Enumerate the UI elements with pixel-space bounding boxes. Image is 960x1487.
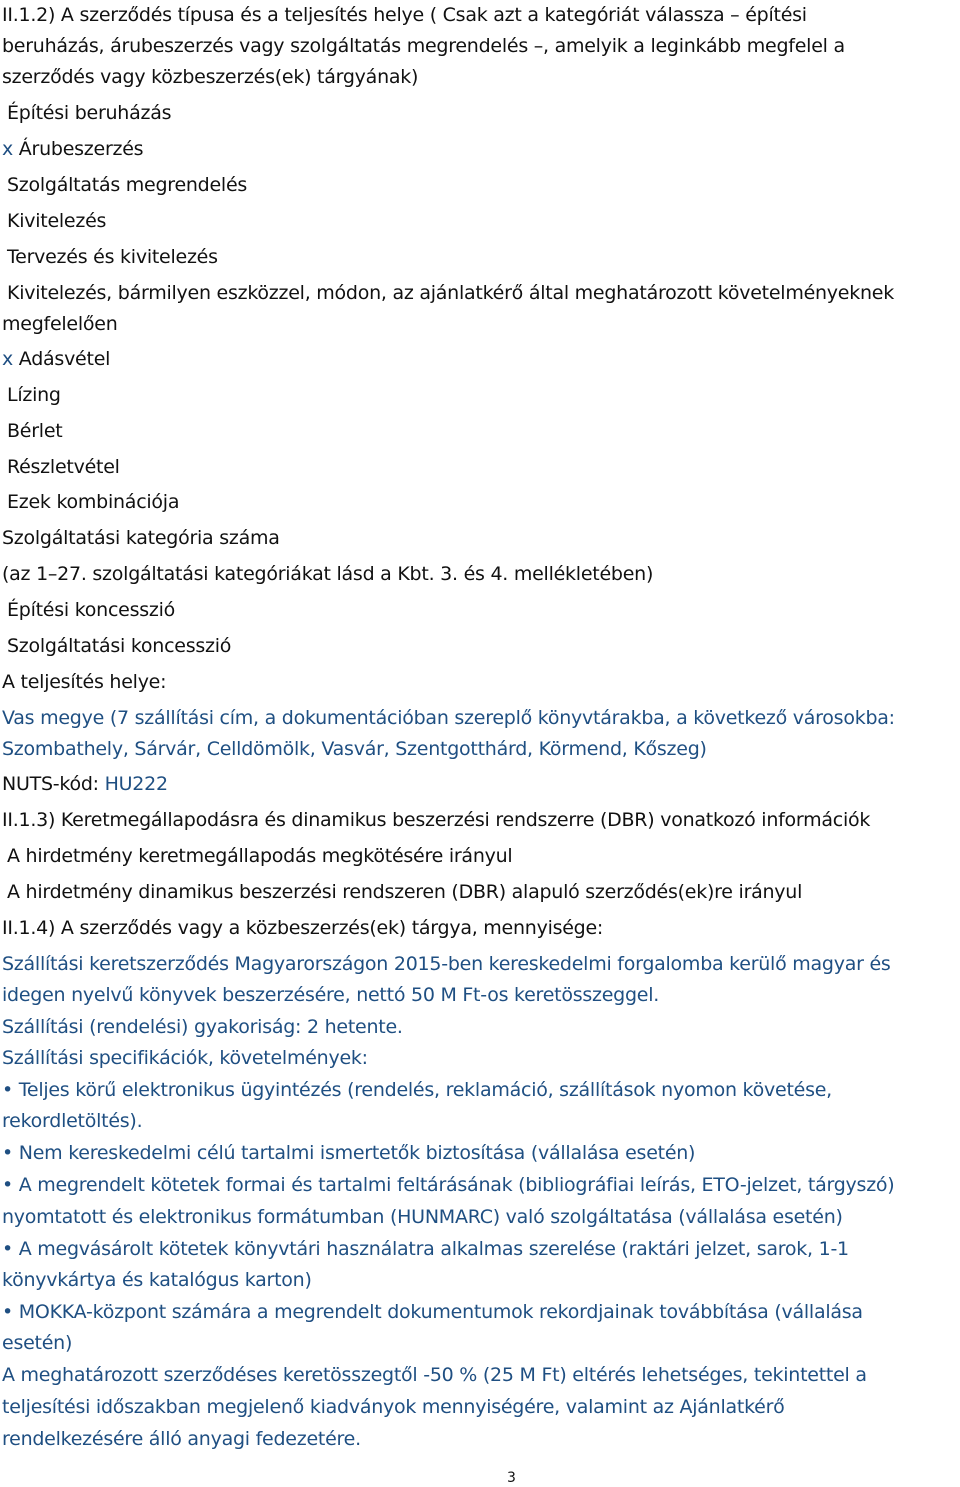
place-line-2: Szombathely, Sárvár, Celldömölk, Vasvár, Szentgotthárd, Körmend, Kőszeg) xyxy=(2,738,707,760)
subject-bullet-line: • MOKKA-központ számára a megrendelt dokumentumok rekordjainak továbbítása (vállalása xyxy=(2,1301,863,1323)
option-works: Építési beruházás xyxy=(7,102,172,124)
subject-line: nyomtatott és elektronikus formátumban (HUNMARC) való szolgáltatása (vállalása esetén) xyxy=(2,1206,843,1228)
service-category-note: (az 1–27. szolgáltatási kategóriákat lásd a Kbt. 3. és 4. mellékletében) xyxy=(2,563,654,585)
place-line-1: Vas megye (7 szállítási cím, a dokumentációban szereplő könyvtárakba, a következő városokba: xyxy=(2,707,895,729)
option-design-execution: Tervezés és kivitelezés xyxy=(7,246,218,268)
subject-line: rekordletöltés). xyxy=(2,1110,143,1132)
nuts-value: HU222 xyxy=(104,773,168,795)
option-leasing: Lízing xyxy=(7,384,61,406)
option-execution: Kivitelezés xyxy=(7,210,107,232)
subject-line: teljesítési időszakban megjelenő kiadványok mennyiségére, valamint az Ajánlatkérő xyxy=(2,1396,785,1418)
option-combination: Ezek kombinációja xyxy=(7,491,180,513)
subject-bullet-line: • Nem kereskedelmi célú tartalmi ismertetők biztosítása (vállalása esetén) xyxy=(2,1142,696,1164)
nuts-label: NUTS-kód: xyxy=(2,773,99,795)
subject-bullet-line: • A megvásárolt kötetek könyvtári használatra alkalmas szerelése (raktári jelzet, sarok, 1-1 xyxy=(2,1238,849,1260)
dps-option: A hirdetmény dinamikus beszerzési rendszeren (DBR) alapuló szerződés(ek)re irányul xyxy=(7,881,803,903)
section-2-heading-line-3: szerződés vagy közbeszerzés(ek) tárgyának) xyxy=(2,66,419,88)
nuts-row xyxy=(2,771,168,797)
subject-line: Szállítási keretszerződés Magyarországon 2015-ben kereskedelmi forgalomba kerülő magyar és xyxy=(2,953,891,975)
service-category-label: Szolgáltatási kategória száma xyxy=(2,527,280,549)
subject-line: idegen nyelvű könyvek beszerzésére, nettó 50 M Ft-os keretösszeggel. xyxy=(2,984,660,1006)
subject-line: A meghatározott szerződéses keretösszegtől -50 % (25 M Ft) eltérés lehetséges, tekintettel a xyxy=(2,1364,867,1386)
option-purchase: Adásvétel xyxy=(18,348,111,370)
page-number: 3 xyxy=(507,1470,516,1486)
option-realisation-line-2: megfelelően xyxy=(2,313,118,335)
option-purchase-row xyxy=(2,346,110,372)
option-services: Szolgáltatás megrendelés xyxy=(7,174,248,196)
subject-line: könyvkártya és katalógus karton) xyxy=(2,1269,312,1291)
framework-option: A hirdetmény keretmegállapodás megkötésére irányul xyxy=(7,845,513,867)
option-rental: Bérlet xyxy=(7,420,63,442)
place-label: A teljesítés helye: xyxy=(2,671,167,693)
option-supplies-row xyxy=(2,136,143,162)
subject-bullet-line: • Teljes körű elektronikus ügyintézés (rendelés, reklamáció, szállítások nyomon követése, xyxy=(2,1079,832,1101)
section-3-heading: II.1.3) Keretmegállapodásra és dinamikus beszerzési rendszerre (DBR) vonatkozó információk xyxy=(2,809,871,831)
option-works-concession: Építési koncesszió xyxy=(7,599,176,621)
option-supplies: Árubeszerzés xyxy=(18,138,144,160)
option-hire-purchase: Részletvétel xyxy=(7,456,120,478)
section-4-heading: II.1.4) A szerződés vagy a közbeszerzés(ek) tárgya, mennyisége: xyxy=(2,917,604,939)
option-services-concession: Szolgáltatási koncesszió xyxy=(7,635,232,657)
section-2-heading-line-1: II.1.2) A szerződés típusa és a teljesítés helye ( Csak azt a kategóriát válassza – építési xyxy=(2,4,807,26)
subject-bullet-line: • A megrendelt kötetek formai és tartalmi feltárásának (bibliográfiai leírás, ETO-jelzet, tárgyszó) xyxy=(2,1174,895,1196)
option-realisation-line-1: Kivitelezés, bármilyen eszközzel, módon, az ajánlatkérő által meghatározott követelményeknek xyxy=(7,282,894,304)
subject-line: esetén) xyxy=(2,1332,73,1354)
selected-mark: x xyxy=(2,348,13,370)
subject-line: Szállítási specifikációk, követelmények: xyxy=(2,1047,368,1069)
subject-line: rendelkezésére álló anyagi fedezetére. xyxy=(2,1428,361,1450)
selected-mark: x xyxy=(2,138,13,160)
subject-line: Szállítási (rendelési) gyakoriság: 2 hetente. xyxy=(2,1016,403,1038)
section-2-heading-line-2: beruházás, árubeszerzés vagy szolgáltatás megrendelés –, amelyik a leginkább megfelel a xyxy=(2,35,845,57)
